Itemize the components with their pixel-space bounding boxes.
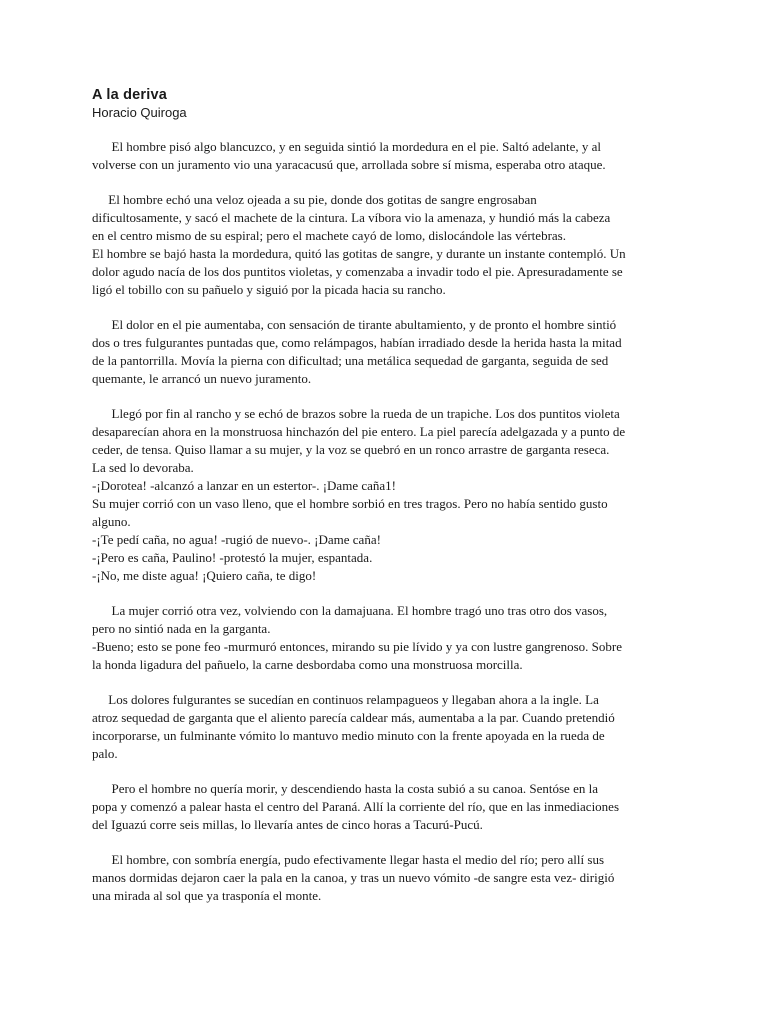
text-line: Pero el hombre no quería morir, y descendiendo hasta la costa subió a su canoa. Sentóse en la	[92, 781, 598, 796]
text-line: atroz sequedad de garganta que el aliento parecía caldear más, aumentaba a la par. Cuando pretendió	[92, 710, 615, 725]
text-line: El dolor en el pie aumentaba, con sensación de tirante abultamiento, y de pronto el hombre sintió	[92, 317, 617, 332]
text-line: ceder, de tensa. Quiso llamar a su mujer, y la voz se quebró en un ronco arrastre de garganta reseca.	[92, 442, 610, 457]
text-line: dos o tres fulgurantes puntadas que, como relámpagos, habían irradiado desde la herida hasta la mitad	[92, 335, 622, 350]
document-title: A la deriva	[92, 87, 168, 103]
text-line: en el centro mismo de su espiral; pero el machete cayó de lomo, dislocándole las vértebras.	[92, 228, 566, 243]
text-line: -¡Dorotea! -alcanzó a lanzar en un estertor-. ¡Dame caña1!	[92, 478, 396, 493]
text-line: quemante, le arrancó un nuevo juramento.	[92, 371, 312, 386]
text-line: una mirada al sol que ya trasponía el monte.	[92, 888, 322, 903]
paragraph	[92, 780, 686, 834]
text-line: La mujer corrió otra vez, volviendo con la damajuana. El hombre tragó uno tras otro dos vasos,	[92, 603, 608, 618]
paragraph	[92, 691, 686, 763]
text-line: El hombre, con sombría energía, pudo efectivamente llegar hasta el medio del río; pero allí sus	[92, 852, 605, 867]
text-line: del Iguazú corre seis millas, lo llevaría antes de cinco horas a Tacurú-Pucú.	[92, 817, 483, 832]
text-line: El hombre echó una veloz ojeada a su pie, donde dos gotitas de sangre engrosaban	[92, 192, 537, 207]
text-line: ligó el tobillo con su pañuelo y siguió por la picada hacia su rancho.	[92, 282, 446, 297]
text-line: El hombre pisó algo blancuzco, y en seguida sintió la mordedura en el pie. Saltó adelante, y al	[92, 139, 602, 154]
text-line: La sed lo devoraba.	[92, 460, 194, 475]
document-author: Horacio Quiroga	[92, 105, 187, 120]
text-line: dificultosamente, y sacó el machete de la cintura. La víbora vio la amenaza, y hundió más la cabeza	[92, 210, 611, 225]
text-line: alguno.	[92, 514, 131, 529]
text-line: -¡No, me diste agua! ¡Quiero caña, te digo!	[92, 568, 317, 583]
text-line: incorporarse, un fulminante vómito lo mantuvo medio minuto con la frente apoyada en la rueda de	[92, 728, 605, 743]
paragraph	[92, 602, 686, 674]
text-line: dolor agudo nacía de los dos puntitos violetas, y comenzaba a invadir todo el pie. Apresuradamente se	[92, 264, 623, 279]
text-line: manos dormidas dejaron caer la pala en la canoa, y tras un nuevo vómito -de sangre esta vez- dirigió	[92, 870, 615, 885]
text-line: desaparecían ahora en la monstruosa hinchazón del pie entero. La piel parecía adelgazada y a punto de	[92, 424, 626, 439]
paragraph	[92, 138, 686, 174]
text-line: popa y comenzó a palear hasta el centro del Paraná. Allí la corriente del río, que en las inmediaciones	[92, 799, 620, 814]
text-line: -¡Pero es caña, Paulino! -protestó la mujer, espantada.	[92, 550, 373, 565]
text-line: Su mujer corrió con un vaso lleno, que el hombre sorbió en tres tragos. Pero no había sentido gusto	[92, 496, 608, 511]
paragraph	[92, 405, 686, 585]
document-body	[92, 138, 686, 905]
text-line: volverse con un juramento vio una yaracacusú que, arrollada sobre sí misma, esperaba otro ataque.	[92, 157, 606, 172]
paragraph	[92, 191, 686, 299]
paragraph	[92, 851, 686, 905]
text-line: El hombre se bajó hasta la mordedura, quitó las gotitas de sangre, y durante un instante contempló. Un	[92, 246, 626, 261]
text-line: la honda ligadura del pañuelo, la carne desbordaba como una monstruosa morcilla.	[92, 657, 523, 672]
text-line: palo.	[92, 746, 118, 761]
paragraph	[92, 316, 686, 388]
text-line: Llegó por fin al rancho y se echó de brazos sobre la rueda de un trapiche. Los dos puntitos violeta	[92, 406, 620, 421]
text-line: Los dolores fulgurantes se sucedían en continuos relampagueos y llegaban ahora a la ingle. La	[92, 692, 599, 707]
text-line: -Bueno; esto se pone feo -murmuró entonces, mirando su pie lívido y ya con lustre gangrenoso. Sobre	[92, 639, 622, 654]
text-line: pero no sintió nada en la garganta.	[92, 621, 271, 636]
text-line: -¡Te pedí caña, no agua! -rugió de nuevo-. ¡Dame caña!	[92, 532, 381, 547]
document-page	[92, 86, 686, 922]
text-line: de la pantorrilla. Movía la pierna con dificultad; una metálica sequedad de garganta, seguida de sed	[92, 353, 609, 368]
